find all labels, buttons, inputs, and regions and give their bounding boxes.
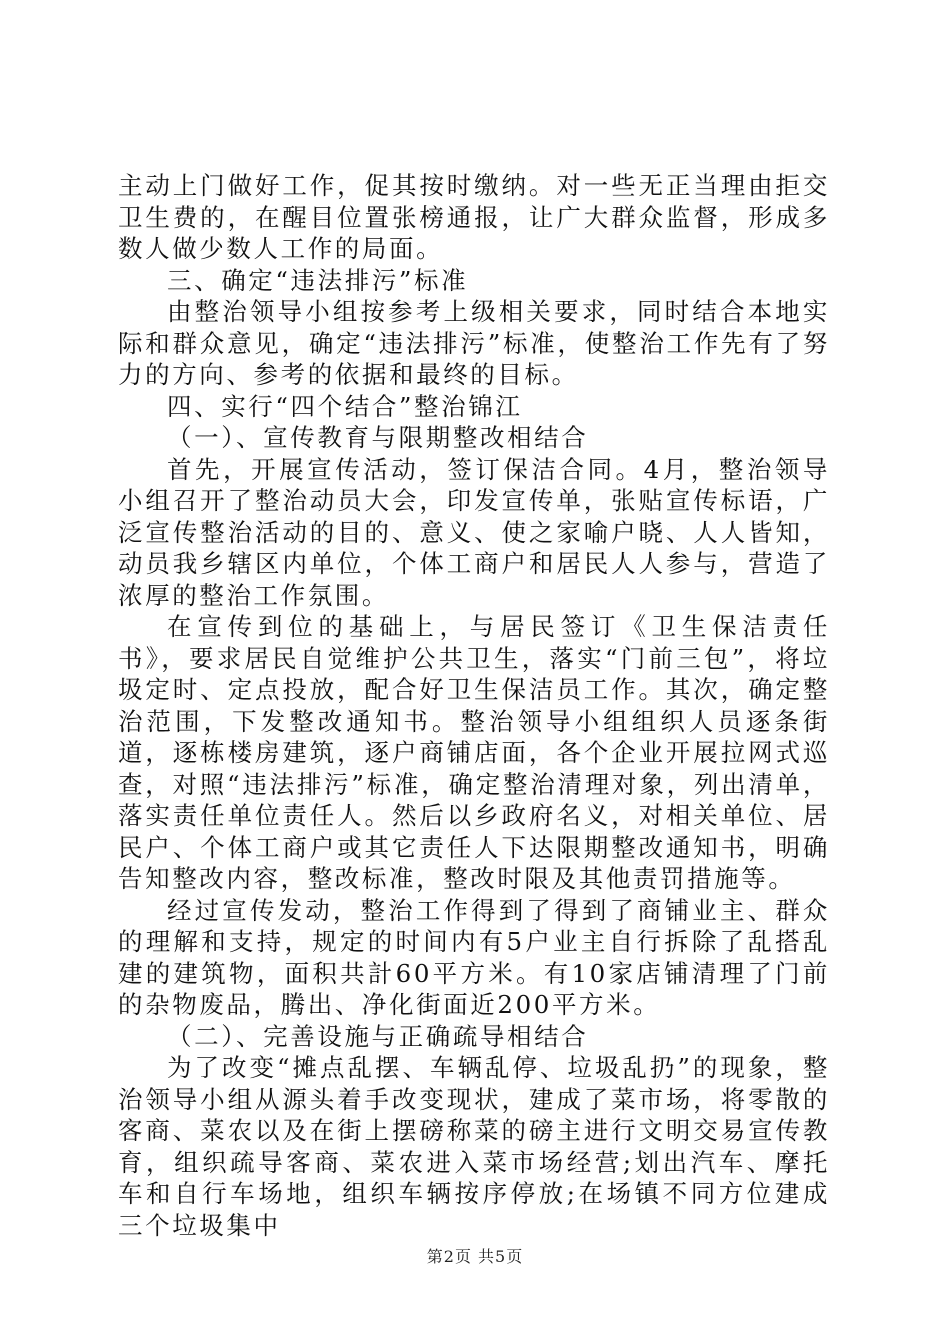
- paragraph: 首先，开展宣传活动，签订保洁合同。4月，整治领导小组召开了整治动员大会，印发宣传单，张贴宣传标语，广泛宣传整治活动的目的、意义、使之家喻户晓、人人皆知，动员我乡辖区内单位，个体工商户和居民人人参与，营造了浓厚的整治工作氛围。: [118, 454, 830, 610]
- paragraph: 经过宣传发动，整治工作得到了得到了商铺业主、群众的理解和支持，规定的时间内有5户业主自行拆除了乱搭乱建的建筑物，面积共計60平方米。有10家店铺清理了门前的杂物废品，腾出、净化街面近200平方米。: [118, 895, 830, 1019]
- paragraph: 由整治领导小组按参考上级相关要求，同时结合本地实际和群众意见，确定“违法排污”标准，使整治工作先有了努力的方向、参考的依据和最终的目标。: [118, 297, 830, 389]
- subsection-heading-2: （二）、完善设施与正确疏导相结合: [167, 1021, 589, 1051]
- document-body: [118, 170, 830, 1241]
- section-heading-3: 三、确定“违法排污”标准: [167, 265, 469, 295]
- page-number: 第2页 共5页: [426, 1247, 524, 1266]
- section-heading-4: 四、实行“四个结合”整治锦江: [167, 391, 523, 421]
- paragraph-continuation: 主动上门做好工作，促其按时缴纳。对一些无正当理由拒交卫生费的，在醒目位置张榜通报，让广大群众监督，形成多数人做少数人工作的局面。: [118, 171, 830, 263]
- paragraph: 在宣传到位的基础上，与居民签订《卫生保洁责任书》，要求居民自觉维护公共卫生，落实“门前三包”，将垃圾定时、定点投放，配合好卫生保洁员工作。其次，确定整治范围，下发整改通知书。整治领导小组组织人员逐条街道，逐栋楼房建筑，逐户商铺店面，各个企业开展拉网式巡查，对照“违法排污”标准，确定整治清理对象，列出清单，落实责任单位责任人。然后以乡政府名义，对相关单位、居民户、个体工商户或其它责任人下达限期整改通知书，明确告知整改内容，整改标准，整改时限及其他责罚措施等。: [118, 612, 830, 893]
- page-footer: [0, 1244, 950, 1267]
- paragraph: 为了改变“摊点乱摆、车辆乱停、垃圾乱扔”的现象，整治领导小组从源头着手改变现状，建成了菜市场，将零散的客商、菜农以及在街上摆磅称菜的磅主进行文明交易宣传教育，组织疏导客商、菜农进入菜市场经营;划出汽车、摩托车和自行车场地，组织车辆按序停放;在场镇不同方位建成三个垃圾集中: [118, 1053, 830, 1240]
- subsection-heading-1: （一）、宣传教育与限期整改相结合: [167, 423, 589, 452]
